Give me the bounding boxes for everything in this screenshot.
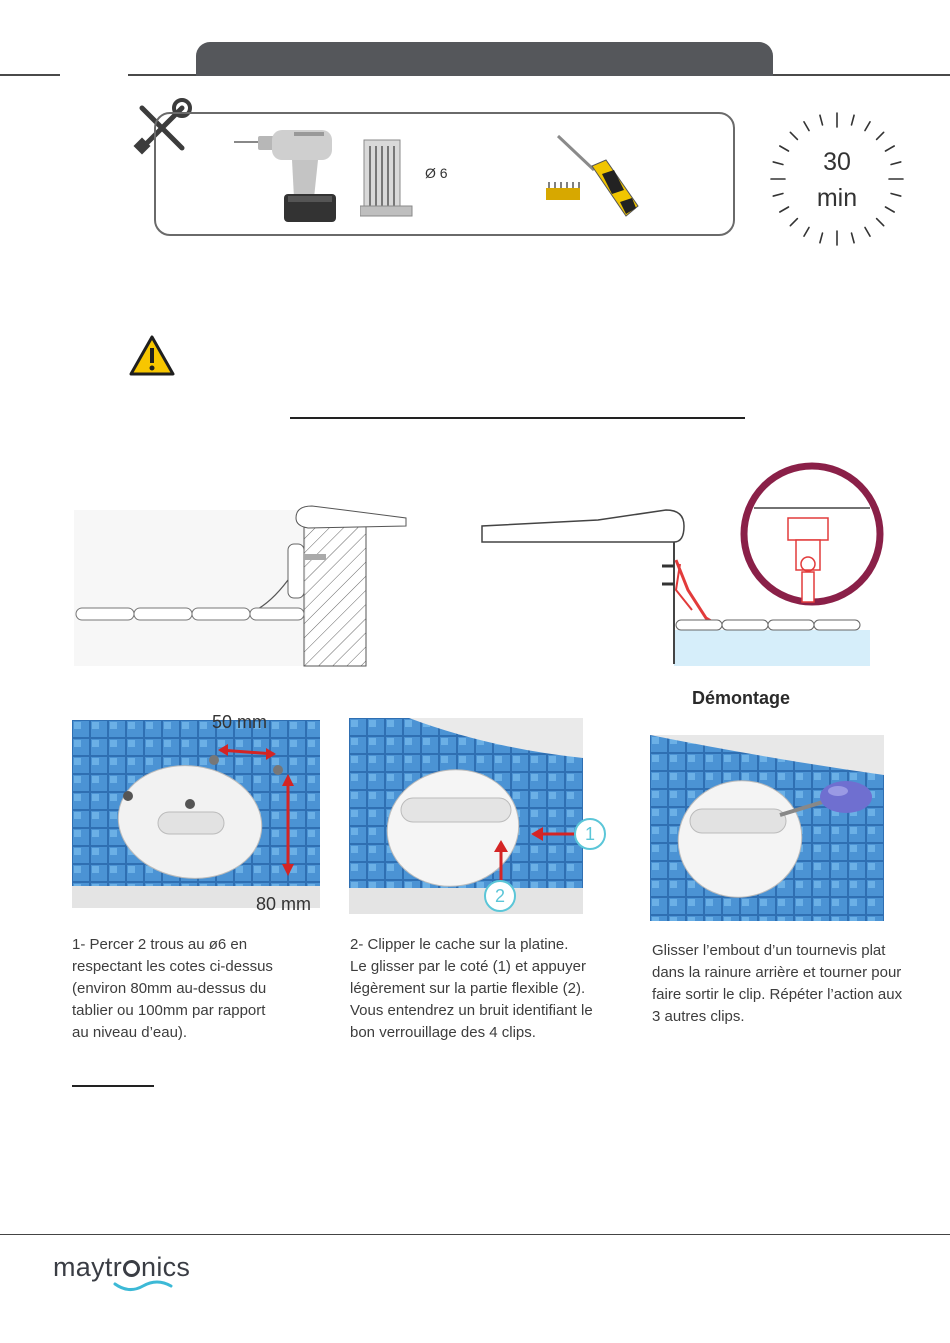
note-underline: [72, 1085, 154, 1087]
timer-tick: [804, 227, 809, 236]
timer-ticks-icon: [770, 112, 904, 246]
timer-tick: [804, 122, 809, 131]
drill-bit-size-label: Ø 6: [425, 165, 448, 181]
step-2-caption: 2- Clipper le cache sur la platine. Le glisser par le coté (1) et appuyer légèrement sur la partie flexible (2). Vous entendrez un bruit identifiant le bon verrouillage des 4 clips.: [350, 936, 593, 1041]
title-underline: [290, 417, 745, 419]
timer-tick: [865, 122, 870, 131]
brand-logo-suffix: nics: [141, 1252, 191, 1282]
time-estimate: [770, 112, 904, 246]
timer-tick: [790, 219, 797, 226]
header-tab: [196, 42, 773, 76]
timer-tick: [820, 233, 823, 243]
step-1-photo: [72, 720, 320, 908]
timer-tick: [851, 115, 854, 125]
timer-tick: [820, 115, 823, 125]
header-rule-left: [0, 74, 60, 76]
warning-icon: [128, 334, 176, 378]
drill-bit-box-icon: [360, 136, 416, 220]
dimension-vertical: 80 mm: [256, 894, 312, 914]
brand-logo-o: [123, 1260, 140, 1277]
removal-heading: Démontage: [692, 688, 791, 708]
timer-tick: [851, 233, 854, 243]
wave-icon: [113, 1280, 173, 1292]
dimension-horizontal: 50 mm: [212, 712, 268, 732]
brand-logo: [53, 1252, 190, 1283]
drill-icon: [232, 126, 342, 224]
marker-1: 1: [574, 818, 606, 850]
coping-chain-diagram: [478, 460, 888, 670]
timer-tick: [877, 132, 884, 139]
marker-2: 2: [484, 880, 516, 912]
timer-tick: [865, 227, 870, 236]
screwdriver-icon: [540, 130, 644, 220]
timer-tick: [877, 219, 884, 226]
footer-rule: [0, 1234, 950, 1235]
time-value: 30: [823, 148, 851, 176]
step-2-photo: [349, 718, 583, 914]
removal-caption: Glisser l’embout d’un tournevis plat dans la rainure arrière et tourner pour faire sortir le clip. Répéter l’action aux 3 autres clips.: [652, 942, 903, 1025]
brand-logo-prefix: maytr: [53, 1252, 122, 1282]
removal-photo: [650, 735, 884, 921]
time-unit: min: [816, 184, 858, 212]
timer-tick: [790, 132, 797, 139]
step-1-caption: 1- Percer 2 trous au ø6 en respectant les cotes ci-dessus (environ 80mm au-dessus du tablier ou 100mm par rapport au niveau d’eau).: [72, 936, 273, 1041]
wall-section-diagram: [74, 500, 414, 670]
